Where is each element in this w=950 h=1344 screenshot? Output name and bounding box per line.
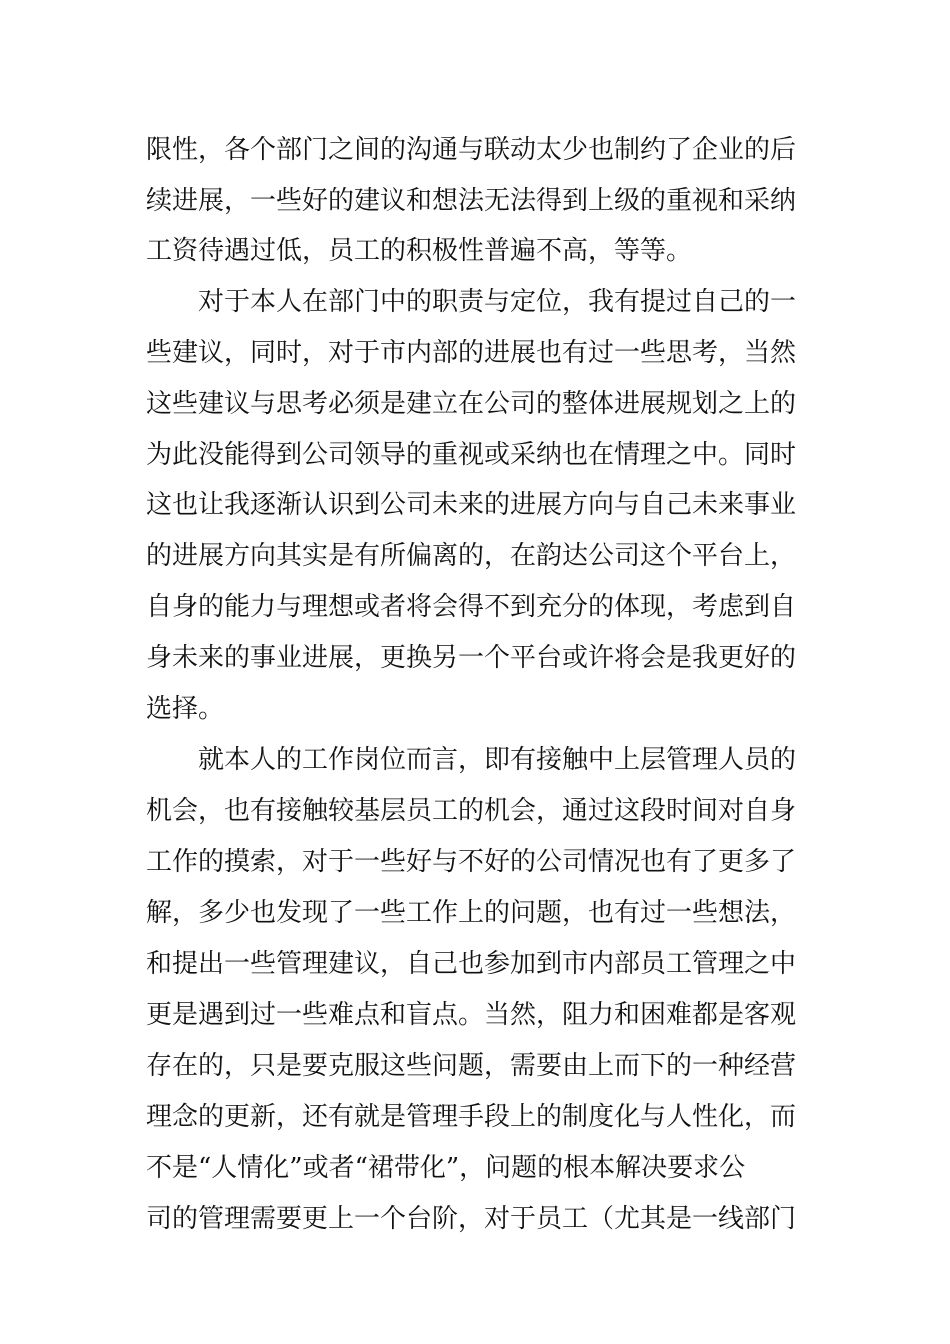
text-line: 机会，也有接触较基层员工的机会，通过这段时间对自身 — [146, 796, 797, 826]
text-line: 这些建议与思考必须是建立在公司的整体进展规划之上的 — [146, 389, 797, 419]
text-line: 身未来的事业进展，更换另一个平台或许将会是我更好的 — [146, 643, 797, 673]
text-line: 些建议，同时，对于市内部的进展也有过一些思考，当然 — [146, 338, 797, 368]
text-line: 自身的能力与理想或者将会得不到充分的体现，考虑到自 — [146, 592, 797, 622]
text-line: 这也让我逐渐认识到公司未来的进展方向与自己未来事业 — [146, 490, 797, 520]
text-line: 选择。 — [146, 694, 225, 724]
text-line: 的进展方向其实是有所偏离的，在韵达公司这个平台上， — [146, 541, 797, 571]
text-line: 工资待遇过低，员工的积极性普遍不高，等等。 — [146, 236, 693, 266]
text-line: 和提出一些管理建议，自己也参加到市内部员工管理之中 — [146, 949, 797, 979]
text-line: 存在的，只是要克服这些问题，需要由上而下的一种经营 — [146, 1051, 797, 1081]
text-line: 续进展，一些好的建议和想法无法得到上级的重视和采纳 — [146, 186, 797, 216]
text-line: 限性，各个部门之间的沟通与联动太少也制约了企业的后 — [146, 135, 797, 165]
text-line: 解，多少也发现了一些工作上的问题，也有过一些想法， — [146, 898, 797, 928]
text-line: 司的管理需要更上一个台阶，对于员工（尤其是一线部门 — [146, 1204, 797, 1234]
text-line: 不是“人情化”或者“裙带化”，问题的根本解决要求公 — [146, 1153, 746, 1183]
text-line: 工作的摸索，对于一些好与不好的公司情况也有了更多了 — [146, 847, 797, 877]
text-line: 理念的更新，还有就是管理手段上的制度化与人性化，而 — [146, 1102, 797, 1132]
text-line: 更是遇到过一些难点和盲点。当然，阻力和困难都是客观 — [146, 1000, 797, 1030]
text-line: 对于本人在部门中的职责与定位，我有提过自己的一 — [198, 287, 797, 317]
text-line: 为此没能得到公司领导的重视或采纳也在情理之中。同时 — [146, 440, 797, 470]
text-line: 就本人的工作岗位而言，即有接触中上层管理人员的 — [198, 745, 797, 775]
